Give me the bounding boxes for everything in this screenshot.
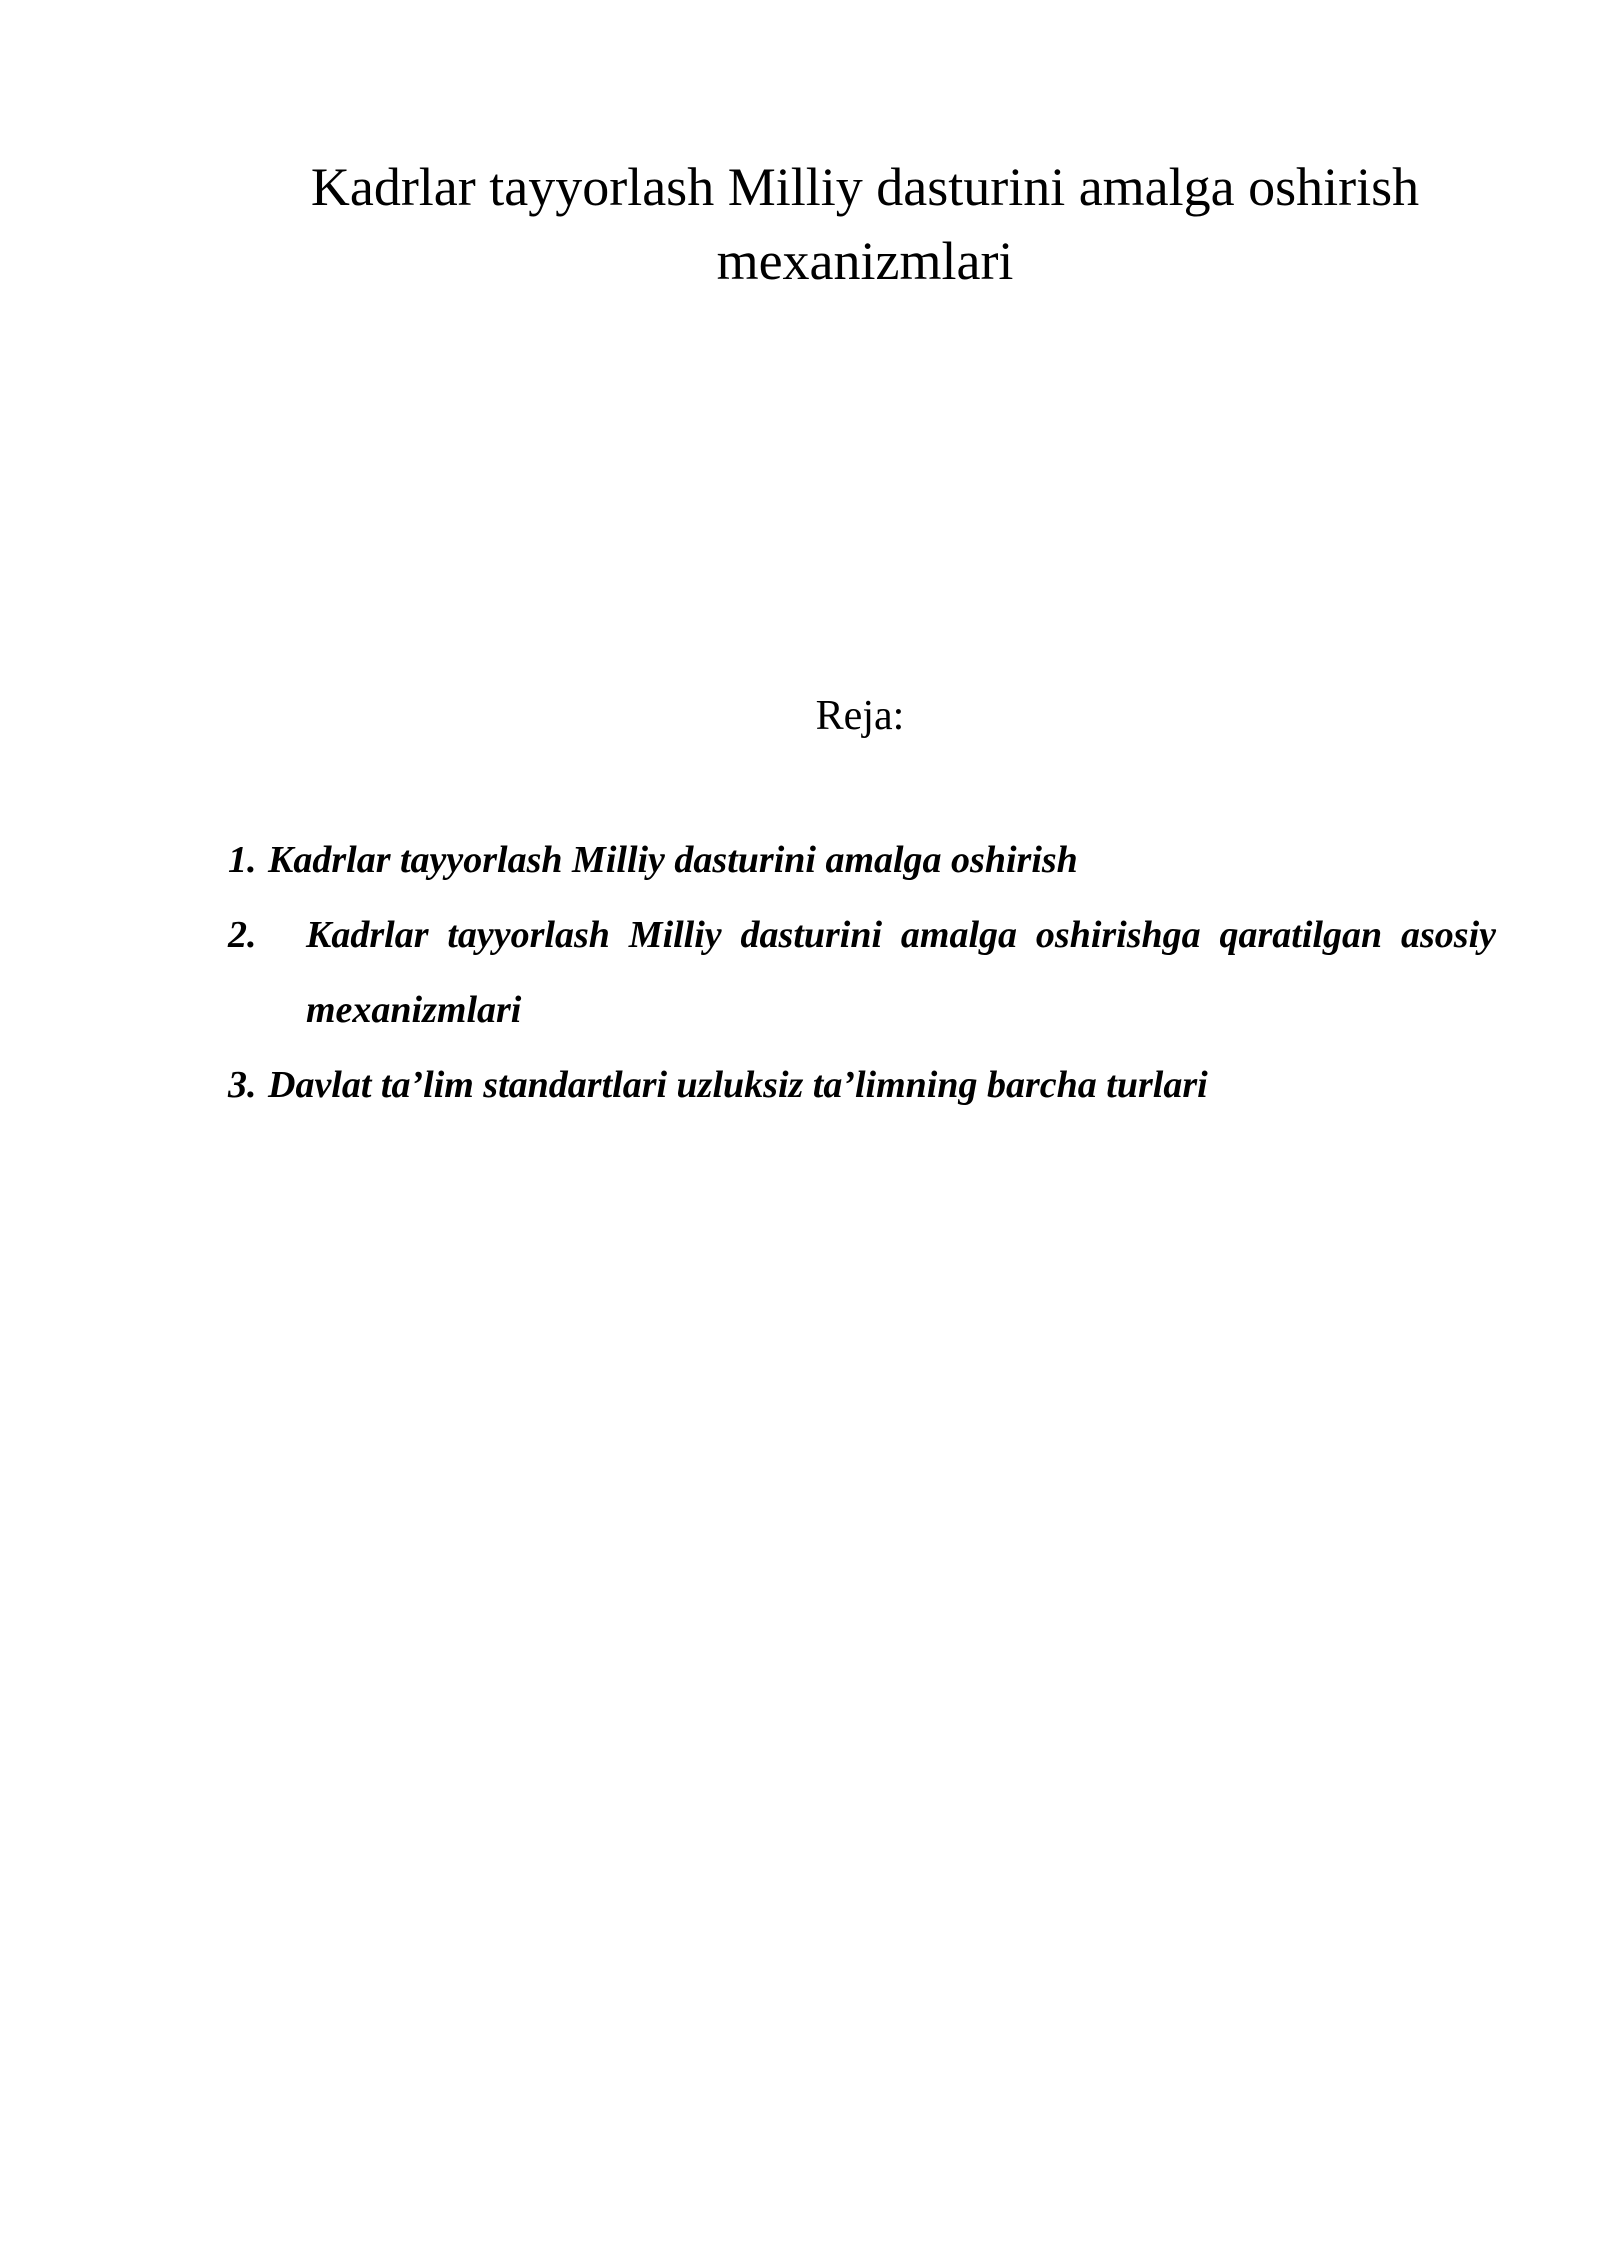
plan-item-3 <box>228 1048 1496 1123</box>
document-title: Kadrlar tayyorlash Milliy dasturini amalga oshirish mexanizmlari <box>310 157 1420 291</box>
plan-list <box>228 823 1496 1123</box>
plan-item-2 <box>228 898 1496 1048</box>
plan-item-text: Kadrlar tayyorlash Milliy dasturini amalga oshirish <box>268 839 1078 881</box>
plan-heading: Reja: <box>815 693 905 739</box>
plan-item-1 <box>228 823 1496 898</box>
plan-item-number: 3. <box>228 1064 257 1106</box>
plan-item-number: 2. <box>228 914 257 956</box>
plan-item-number: 1. <box>228 839 257 881</box>
plan-item-text: Kadrlar tayyorlash Milliy dasturini amalga oshirishga qaratilgan asosiy mexanizmlari <box>306 914 1496 1031</box>
plan-item-text: Davlat ta’lim standartlari uzluksiz ta’limning barcha turlari <box>268 1064 1208 1106</box>
